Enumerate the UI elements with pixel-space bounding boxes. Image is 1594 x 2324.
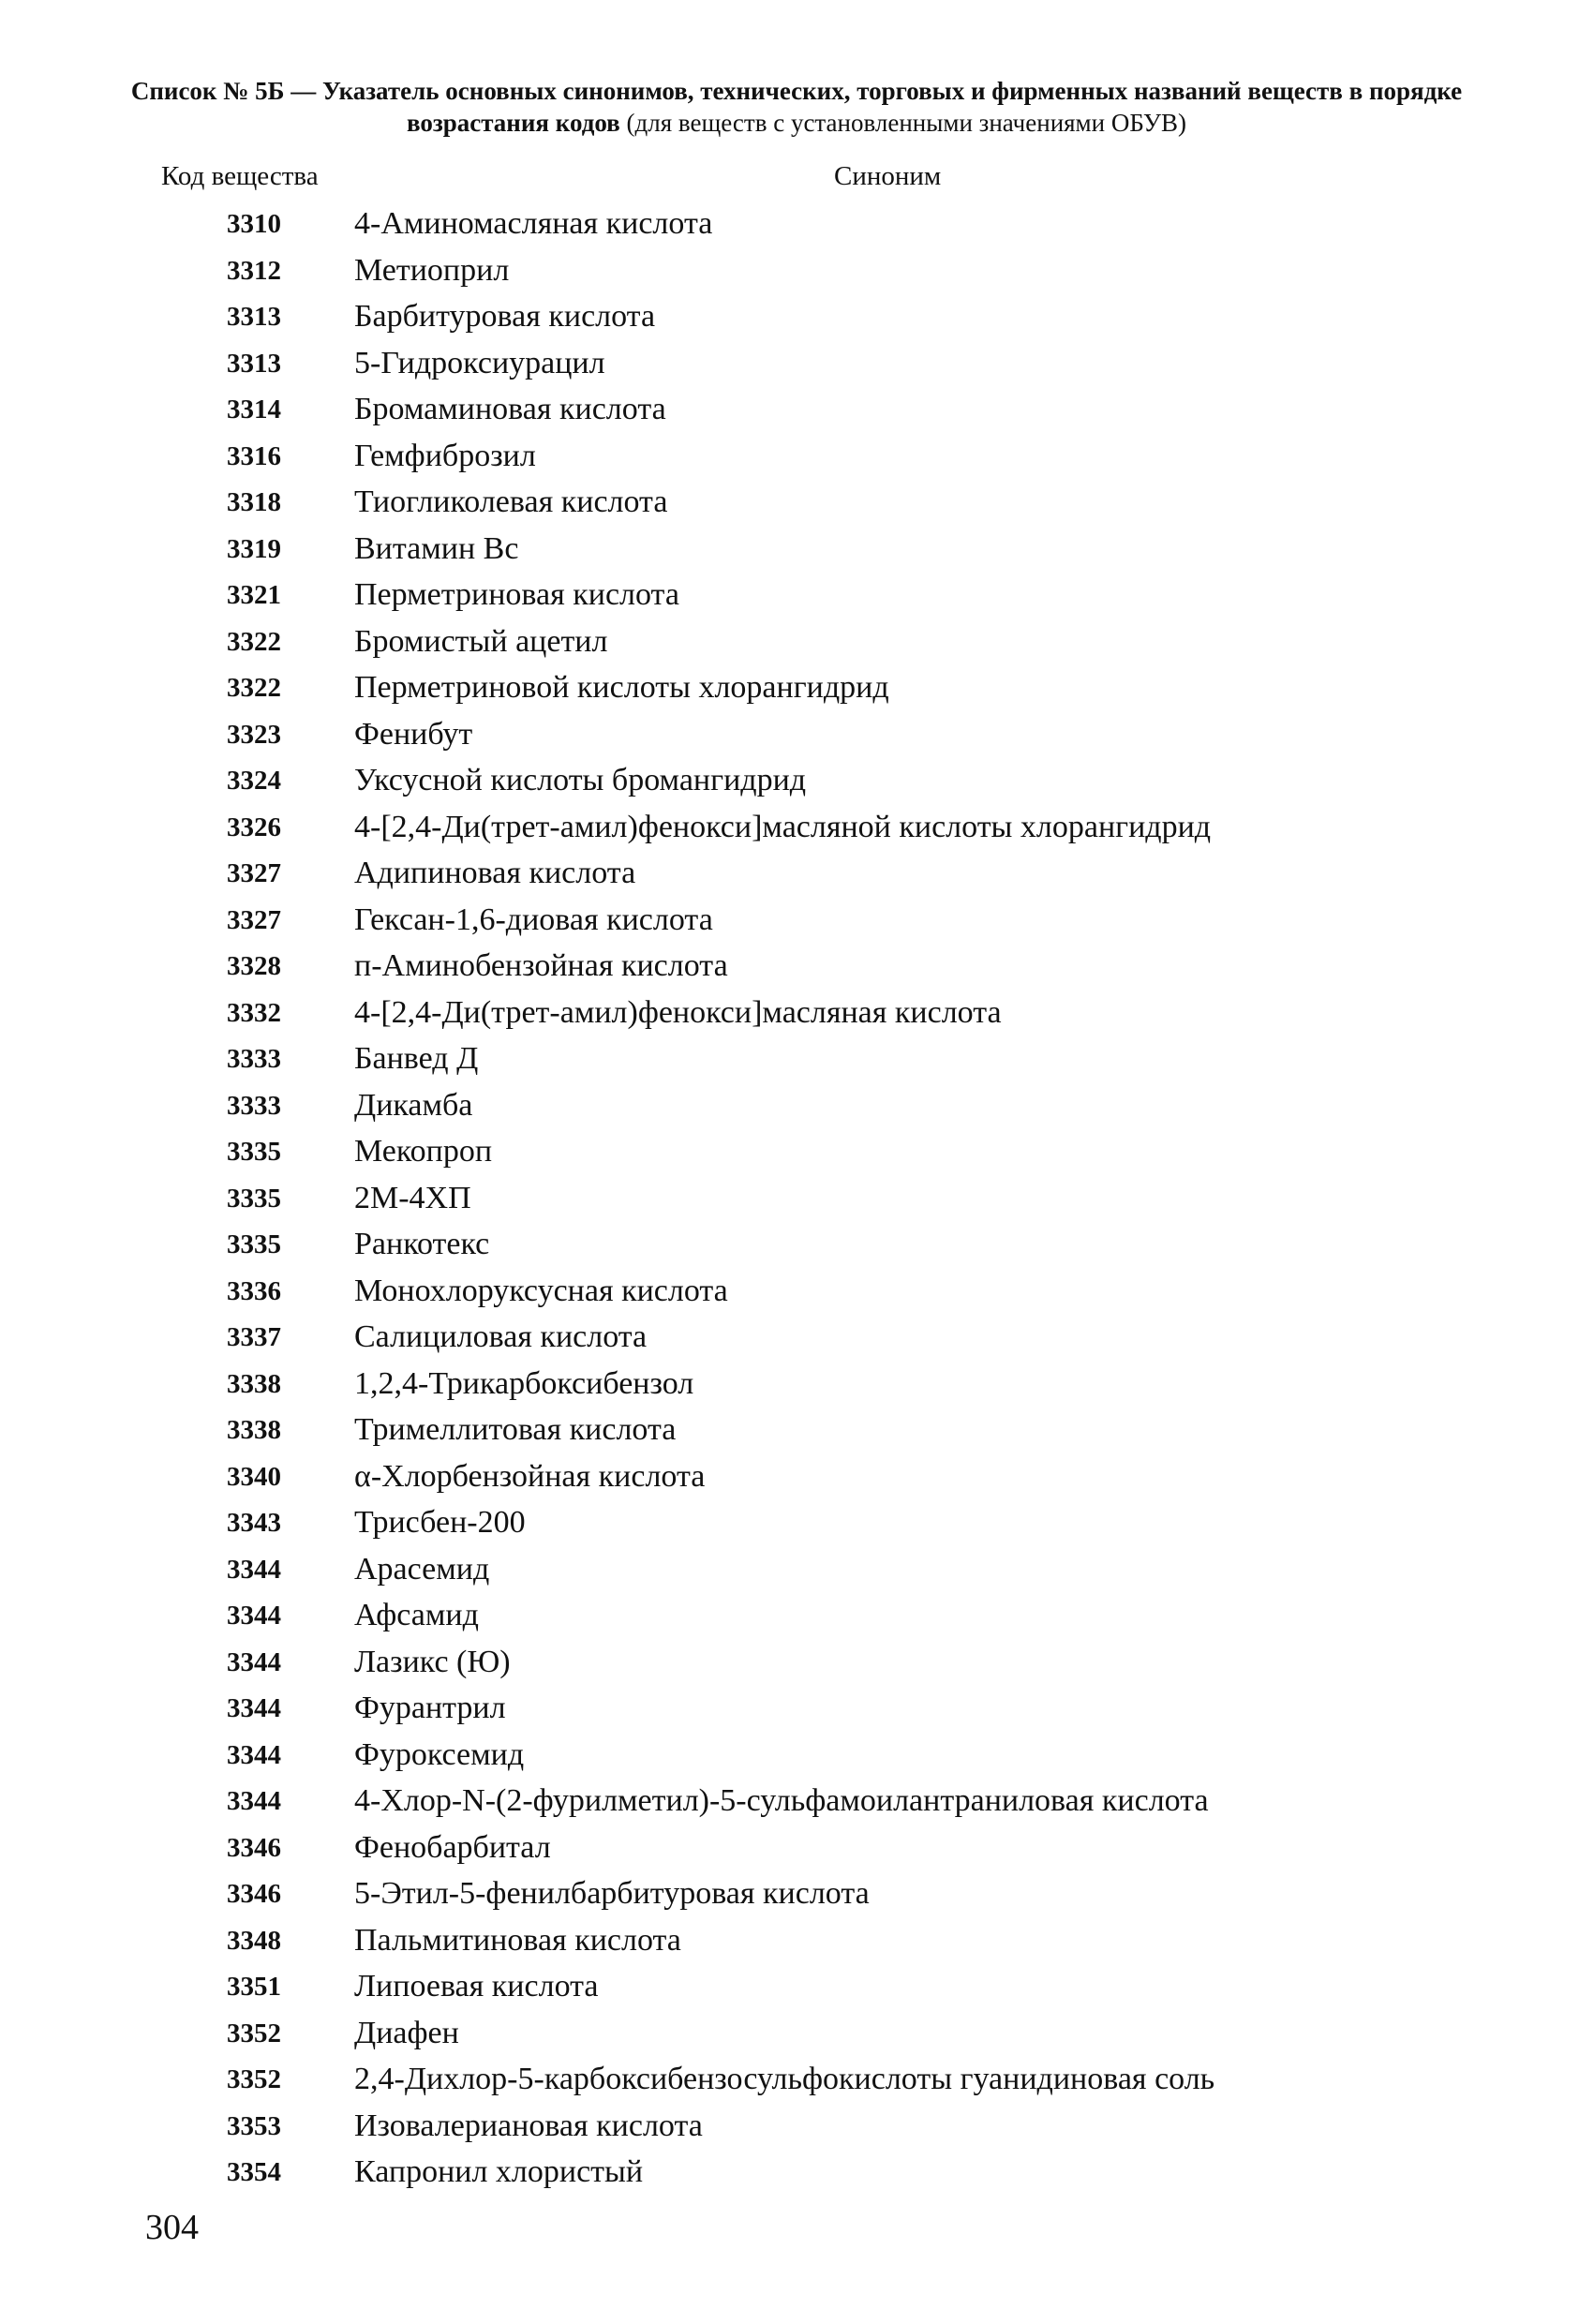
substance-code: 3316 bbox=[227, 440, 281, 471]
synonym-name: Перметриновая кислота bbox=[354, 577, 679, 612]
substance-code: 3352 bbox=[227, 2064, 281, 2094]
substance-code: 3335 bbox=[227, 1229, 281, 1259]
synonym-name: Банвед Д bbox=[354, 1041, 479, 1076]
substance-code: 3333 bbox=[227, 1090, 281, 1121]
substance-code: 3344 bbox=[227, 1786, 281, 1816]
list-item bbox=[0, 1318, 1594, 1364]
list-item bbox=[0, 854, 1594, 901]
substance-code: 3344 bbox=[227, 1554, 281, 1585]
title-qualifier: (для веществ с установленными значениями ОБУВ) bbox=[626, 109, 1187, 137]
synonym-name: Фуроксемид bbox=[354, 1736, 525, 1772]
list-item bbox=[0, 1921, 1594, 1968]
synonym-name: Арасемид bbox=[354, 1551, 490, 1587]
substance-code: 3351 bbox=[227, 1972, 281, 2002]
list-item bbox=[0, 1550, 1594, 1597]
synonym-name: Липоевая кислота bbox=[354, 1969, 599, 2004]
synonym-name: 4-[2,4-Ди(трет-амил)фенокси]масляной кислоты хлорангидрид bbox=[354, 809, 1212, 844]
synonym-name: Изовалериановая кислота bbox=[354, 2108, 703, 2143]
list-item bbox=[0, 993, 1594, 1040]
substance-code: 3338 bbox=[227, 1368, 281, 1399]
substance-code: 3335 bbox=[227, 1183, 281, 1214]
synonym-list bbox=[0, 204, 1594, 2199]
list-item bbox=[0, 668, 1594, 715]
synonym-name: Гексан-1,6-диовая кислота bbox=[354, 901, 713, 937]
list-item bbox=[0, 1643, 1594, 1690]
substance-code: 3332 bbox=[227, 997, 281, 1028]
substance-code: 3338 bbox=[227, 1415, 281, 1445]
synonym-name: Фурантрил bbox=[354, 1691, 506, 1725]
substance-code: 3322 bbox=[227, 626, 281, 657]
synonym-name: 2,4-Дихлор-5-карбоксибензосульфокислоты гуанидиновая соль bbox=[354, 2062, 1215, 2096]
synonym-name: Ранкотекс bbox=[354, 1227, 490, 1261]
substance-code: 3353 bbox=[227, 2110, 281, 2141]
synonym-name: Салициловая кислота bbox=[354, 1319, 648, 1354]
substance-code: 3354 bbox=[227, 2157, 281, 2187]
list-item bbox=[0, 1596, 1594, 1643]
list-item bbox=[0, 1503, 1594, 1550]
synonym-name: Бромаминовая кислота bbox=[354, 392, 666, 426]
title-main: Список № 5Б — Указатель основных синонимов, технических, торговых и фирменных названий веществ в порядке возрастания кодов bbox=[130, 77, 1463, 137]
substance-code: 3348 bbox=[227, 1925, 281, 1956]
synonym-name: 5-Гидроксиурацил bbox=[354, 345, 605, 380]
substance-code: 3335 bbox=[227, 1137, 281, 1167]
page-number: 304 bbox=[145, 2208, 199, 2247]
synonym-name: п-Аминобензойная кислота bbox=[354, 948, 728, 983]
substance-code: 3319 bbox=[227, 533, 281, 564]
synonym-name: Пальмитиновая кислота bbox=[354, 1922, 681, 1958]
substance-code: 3340 bbox=[227, 1461, 281, 1492]
synonym-name: Монохлоруксусная кислота bbox=[354, 1273, 728, 1308]
synonym-name: Мекопроп bbox=[354, 1134, 493, 1169]
list-item bbox=[0, 1967, 1594, 2014]
list-item bbox=[0, 2107, 1594, 2153]
list-item bbox=[0, 529, 1594, 576]
substance-code: 3327 bbox=[227, 904, 281, 935]
substance-code: 3333 bbox=[227, 1044, 281, 1074]
substance-code: 3314 bbox=[227, 395, 281, 425]
synonym-name: Гемфиброзил bbox=[354, 438, 536, 473]
list-item bbox=[0, 715, 1594, 762]
list-item bbox=[0, 1874, 1594, 1921]
synonym-name: 4-Аминомасляная кислота bbox=[354, 206, 713, 241]
list-item bbox=[0, 390, 1594, 437]
list-item bbox=[0, 2014, 1594, 2061]
list-item bbox=[0, 946, 1594, 993]
substance-code: 3313 bbox=[227, 348, 281, 379]
synonym-name: Уксусной кислоты бромангидрид bbox=[354, 763, 807, 797]
synonym-name: Трисбен-200 bbox=[354, 1505, 526, 1540]
synonym-name: Фенибут bbox=[354, 716, 473, 752]
list-item bbox=[0, 575, 1594, 622]
substance-code: 3326 bbox=[227, 812, 281, 842]
synonym-name: Метиоприл bbox=[354, 252, 510, 288]
list-item bbox=[0, 2153, 1594, 2199]
synonym-name: Диафен bbox=[354, 2015, 459, 2050]
substance-code: 3343 bbox=[227, 1508, 281, 1538]
column-header-synonym: Синоним bbox=[834, 161, 942, 191]
synonym-name: Афсамид bbox=[354, 1598, 479, 1632]
substance-code: 3321 bbox=[227, 580, 281, 610]
substance-code: 3336 bbox=[227, 1275, 281, 1306]
synonym-name: 4-[2,4-Ди(трет-амил)фенокси]масляная кислота bbox=[354, 994, 1002, 1030]
list-item bbox=[0, 1364, 1594, 1411]
synonym-name: Адипиновая кислота bbox=[354, 856, 636, 890]
list-item bbox=[0, 622, 1594, 669]
list-item bbox=[0, 1272, 1594, 1318]
synonym-name: 4-Хлор-N-(2-фурилметил)-5-сульфамоилантраниловая кислота bbox=[354, 1783, 1209, 1818]
list-item bbox=[0, 2060, 1594, 2107]
synonym-name: Тиогликолевая кислота bbox=[354, 484, 668, 519]
list-item bbox=[0, 1132, 1594, 1179]
substance-code: 3344 bbox=[227, 1646, 281, 1677]
substance-code: 3352 bbox=[227, 2018, 281, 2048]
list-item bbox=[0, 204, 1594, 251]
list-item bbox=[0, 1781, 1594, 1828]
list-item bbox=[0, 1225, 1594, 1272]
synonym-name: Бромистый ацетил bbox=[354, 623, 608, 659]
list-item bbox=[0, 1410, 1594, 1457]
substance-code: 3312 bbox=[227, 255, 281, 286]
synonym-name: α-Хлорбензойная кислота bbox=[354, 1458, 706, 1494]
substance-code: 3327 bbox=[227, 858, 281, 888]
substance-code: 3313 bbox=[227, 302, 281, 332]
substance-code: 3318 bbox=[227, 487, 281, 517]
synonym-name: 1,2,4-Трикарбоксибензол bbox=[354, 1365, 694, 1401]
column-header-code: Код вещества bbox=[161, 161, 319, 191]
synonym-name: Капронил хлористый bbox=[354, 2154, 644, 2189]
list-item bbox=[0, 901, 1594, 947]
list-item bbox=[0, 1086, 1594, 1133]
list-item bbox=[0, 297, 1594, 344]
substance-code: 3323 bbox=[227, 719, 281, 750]
list-item bbox=[0, 437, 1594, 484]
substance-code: 3344 bbox=[227, 1601, 281, 1631]
synonym-name: Перметриновой кислоты хлорангидрид bbox=[354, 670, 889, 705]
list-item bbox=[0, 1179, 1594, 1226]
synonym-name: Барбитуровая кислота bbox=[354, 299, 656, 334]
synonym-name: Фенобарбитал bbox=[354, 1829, 551, 1865]
list-item bbox=[0, 808, 1594, 855]
substance-code: 3346 bbox=[227, 1832, 281, 1863]
synonym-name: Дикамба bbox=[354, 1087, 473, 1123]
list-item bbox=[0, 1736, 1594, 1782]
list-item bbox=[0, 483, 1594, 529]
list-item bbox=[0, 1689, 1594, 1736]
synonym-name: 2М-4ХП bbox=[354, 1180, 471, 1215]
synonym-name: Витамин Вс bbox=[354, 530, 519, 566]
substance-code: 3344 bbox=[227, 1739, 281, 1770]
substance-code: 3346 bbox=[227, 1879, 281, 1909]
list-item bbox=[0, 761, 1594, 808]
synonym-name: Лазикс (Ю) bbox=[354, 1644, 511, 1679]
substance-code: 3324 bbox=[227, 766, 281, 796]
synonym-name: Тримеллитовая кислота bbox=[354, 1412, 677, 1447]
list-item bbox=[0, 1828, 1594, 1875]
substance-code: 3344 bbox=[227, 1693, 281, 1723]
synonym-name: 5-Этил-5-фенилбарбитуровая кислота bbox=[354, 1876, 870, 1911]
list-item bbox=[0, 1039, 1594, 1086]
substance-code: 3322 bbox=[227, 673, 281, 703]
substance-code: 3337 bbox=[227, 1322, 281, 1352]
substance-code: 3328 bbox=[227, 951, 281, 981]
substance-code: 3310 bbox=[227, 209, 281, 239]
list-item bbox=[0, 344, 1594, 391]
list-item bbox=[0, 251, 1594, 298]
list-item bbox=[0, 1457, 1594, 1504]
page-title bbox=[103, 75, 1490, 139]
